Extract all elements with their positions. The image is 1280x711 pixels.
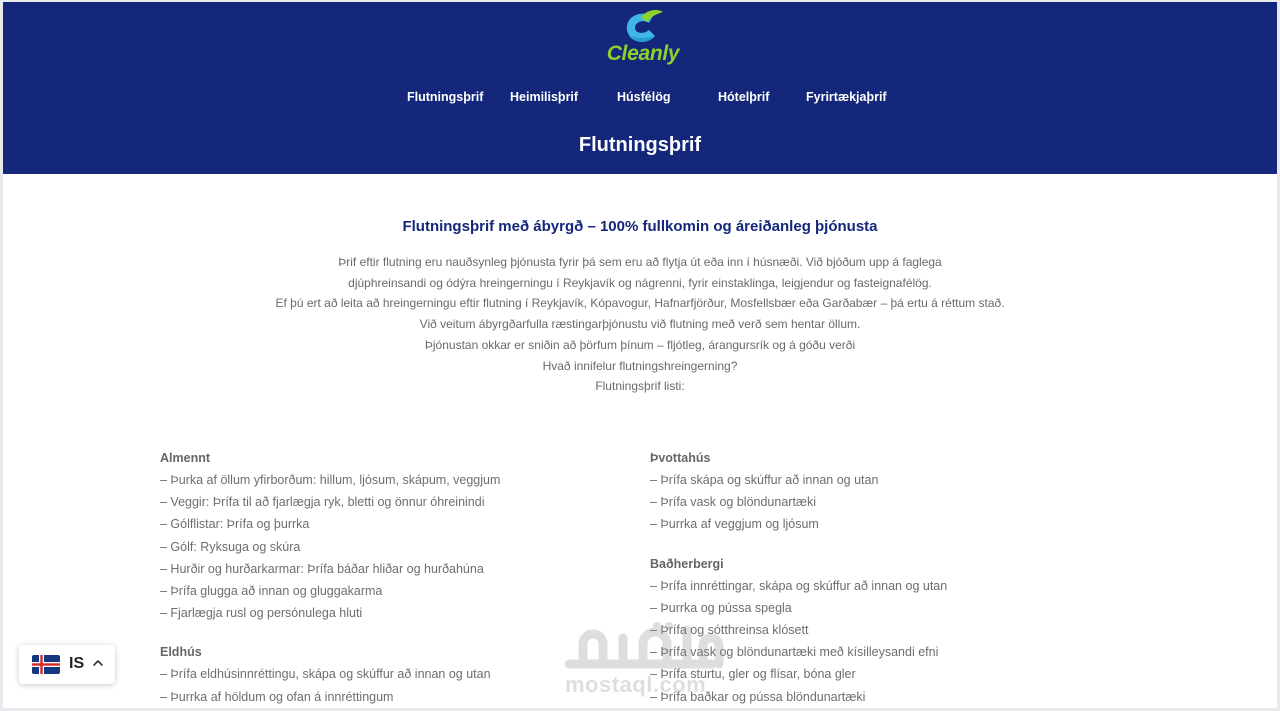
iceland-flag-icon [32, 655, 60, 674]
logo-text: Cleanly [606, 42, 680, 65]
checklist-right-column [650, 447, 1120, 708]
nav-item-flutningsthrif[interactable]: Flutningsþrif [407, 90, 484, 104]
list-item: – Hurðir og hurðarkarmar: Þrífa báðar hliðar og hurðahúna [160, 561, 484, 576]
list-item: – Þrífa glugga að innan og gluggakarma [160, 583, 383, 598]
language-switcher[interactable] [19, 645, 115, 684]
page-frame [3, 2, 1277, 708]
site-header [3, 2, 1277, 174]
intro-line: Við veitum ábyrgðarfulla ræstingarþjónustu við flutning með verð sem hentar öllum. [419, 317, 861, 332]
nav-item-fyrirtaekjathrif[interactable]: Fyrirtækjaþrif [806, 90, 887, 104]
watermark-text: mostaql.com [565, 672, 707, 697]
nav-item-hotelthrif[interactable]: Hótelþrif [718, 90, 770, 104]
intro-line: Ef þú ert að leita að hreingerningu eftir flutning í Reykjavík, Kópavogur, Hafnarfjörður, Mosfellsbær eða Garðabær – þá ertu á réttum stað. [275, 296, 1005, 311]
intro-line: Hvað innifelur flutningshreingerning? [542, 358, 738, 373]
nav-item-husfelog[interactable]: Húsfélög [617, 90, 671, 104]
cleanly-logo[interactable] [603, 8, 683, 72]
list-item: – Fjarlægja rusl og persónulega hluti [160, 606, 363, 621]
list-item: – Þrífa baðkar og pússa blöndunartæki [650, 689, 866, 704]
list-item: – Þrífa vask og blöndunartæki [650, 495, 817, 510]
section-title-badherbergi: Baðherbergi [650, 556, 724, 571]
list-item: – Þurrka og pússa spegla [650, 600, 792, 615]
chevron-up-icon [92, 657, 104, 669]
page-title: Flutningsþrif [578, 134, 702, 156]
list-item: – Veggir: Þrífa til að fjarlægja ryk, bletti og önnur óhreinindi [160, 495, 485, 510]
list-item: – Þrífa og sótthreinsa klósett [650, 622, 809, 637]
checklist-left-column [160, 447, 630, 708]
intro-line: djúphreinsandi og ódýra hreingerningu í Reykjavík og nágrenni, fyrir einstaklinga, leigjendur og fasteignafélög. [348, 275, 932, 290]
section-title-almennt: Almennt [160, 451, 210, 465]
list-item: – Þurrka af veggjum og ljósum [650, 517, 819, 532]
section-title-thvottahus: Þvottahús [650, 451, 711, 465]
list-item: – Þurka af öllum yfirborðum: hillum, ljósum, skápum, veggjum [160, 473, 501, 487]
list-item: – Þrífa vask og blöndunartæki með kísilleysandi efni [650, 645, 939, 660]
language-code: IS [69, 655, 85, 672]
content-headline: Flutningsþrif með ábyrgð – 100% fullkomin og áreiðanleg þjónusta [402, 218, 878, 235]
intro-line: Flutningsþrif listi: [595, 379, 685, 394]
nav-item-heimilisthrif[interactable]: Heimilisþrif [510, 90, 579, 104]
section-title-eldhus: Eldhús [160, 645, 202, 660]
intro-text [3, 252, 1277, 397]
list-item: – Gólflistar: Þrífa og þurrka [160, 517, 310, 532]
list-item: – Þrífa eldhúsinnréttingu, skápa og skúffur að innan og utan [160, 667, 491, 682]
intro-line: Þrif eftir flutning eru nauðsynleg þjónusta fyrir þá sem eru að flytja út eða inn í húsnæði. Við bjóðum upp á faglega [338, 255, 942, 269]
list-item: – Gólf: Ryksuga og skúra [160, 539, 301, 554]
list-item: – Þurrka af höldum og ofan á innréttingum [160, 689, 394, 704]
list-item: – Þrífa sturtu, gler og flísar, bóna gler [650, 667, 856, 682]
list-item: – Þrífa innréttingar, skápa og skúffur að innan og utan [650, 578, 948, 593]
list-item: – Þrífa skápa og skúffur að innan og utan [650, 473, 879, 487]
intro-line: Þjónustan okkar er sniðin að þörfum þínum – fljótleg, árangursrík og á góðu verði [424, 337, 856, 352]
